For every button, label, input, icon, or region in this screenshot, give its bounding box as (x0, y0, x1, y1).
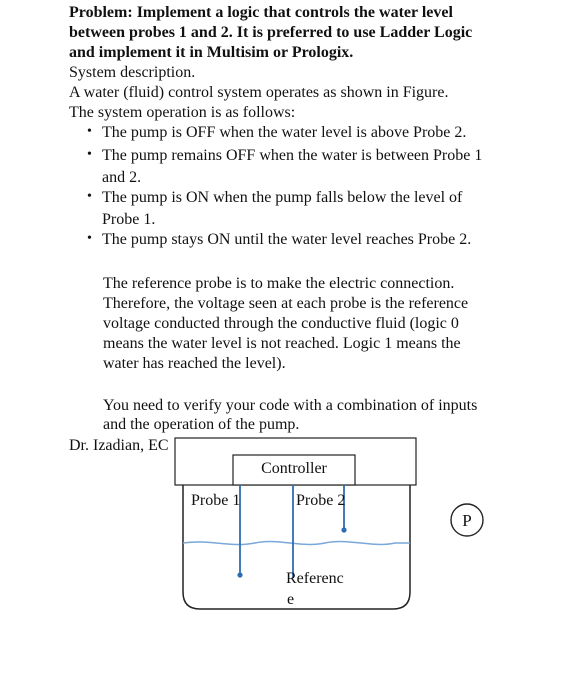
bullet-dot: • (87, 231, 92, 246)
bullet-2-line-2: and 2. (102, 169, 142, 186)
reference-note-line-3: voltage conducted through the conductive fluid (logic 0 (103, 315, 459, 332)
probe-1-tip (237, 572, 242, 577)
bullet-2-line-1: The pump remains OFF when the water is between Probe 1 (102, 147, 483, 164)
reference-note-line-5: water has reached the level). (103, 355, 286, 372)
controller-label: Controller (261, 460, 327, 477)
probe-2-tip (341, 527, 346, 532)
pump-label: P (462, 511, 472, 530)
bullet-1-line-1: The pump is OFF when the water level is above Probe 2. (102, 124, 467, 141)
reference-note-line-1: The reference probe is to make the electric connection. (103, 275, 455, 292)
reference-note-line-2: Therefore, the voltage seen at each probe is the reference (103, 295, 469, 312)
reference-label-line-2: e (287, 591, 295, 608)
probe-1-label: Probe 1 (191, 492, 241, 509)
description-heading: System description. (69, 64, 196, 81)
probe-2-label: Probe 2 (296, 492, 346, 509)
bullet-dot: • (87, 147, 92, 162)
bullet-dot: • (87, 124, 92, 139)
bullet-3-line-1: The pump is ON when the pump falls below the level of (102, 189, 463, 206)
water-surface (183, 542, 410, 545)
description-line-1: A water (fluid) control system operates as shown in Figure. (69, 84, 449, 101)
bullet-4-line-1: The pump stays ON until the water level reaches Probe 2. (102, 231, 472, 248)
reference-label-line-1: Referenc (286, 570, 344, 587)
bullet-dot: • (87, 189, 92, 204)
problem-line-1: Problem: Implement a logic that controls the water level (69, 4, 453, 21)
problem-line-2: between probes 1 and 2. It is preferred to use Ladder Logic (69, 24, 473, 41)
reference-note-line-4: means the water level is not reached. Logic 1 means the (103, 335, 461, 352)
description-line-2: The system operation is as follows: (69, 104, 296, 121)
verify-note-line-2: and the operation of the pump. (103, 416, 300, 433)
bullet-3-line-2: Probe 1. (102, 211, 156, 228)
verify-note-line-1: You need to verify your code with a combination of inputs (103, 397, 478, 414)
author-label: Dr. Izadian, EC (69, 437, 169, 454)
problem-line-3: and implement it in Multisim or Prologix. (69, 44, 354, 61)
